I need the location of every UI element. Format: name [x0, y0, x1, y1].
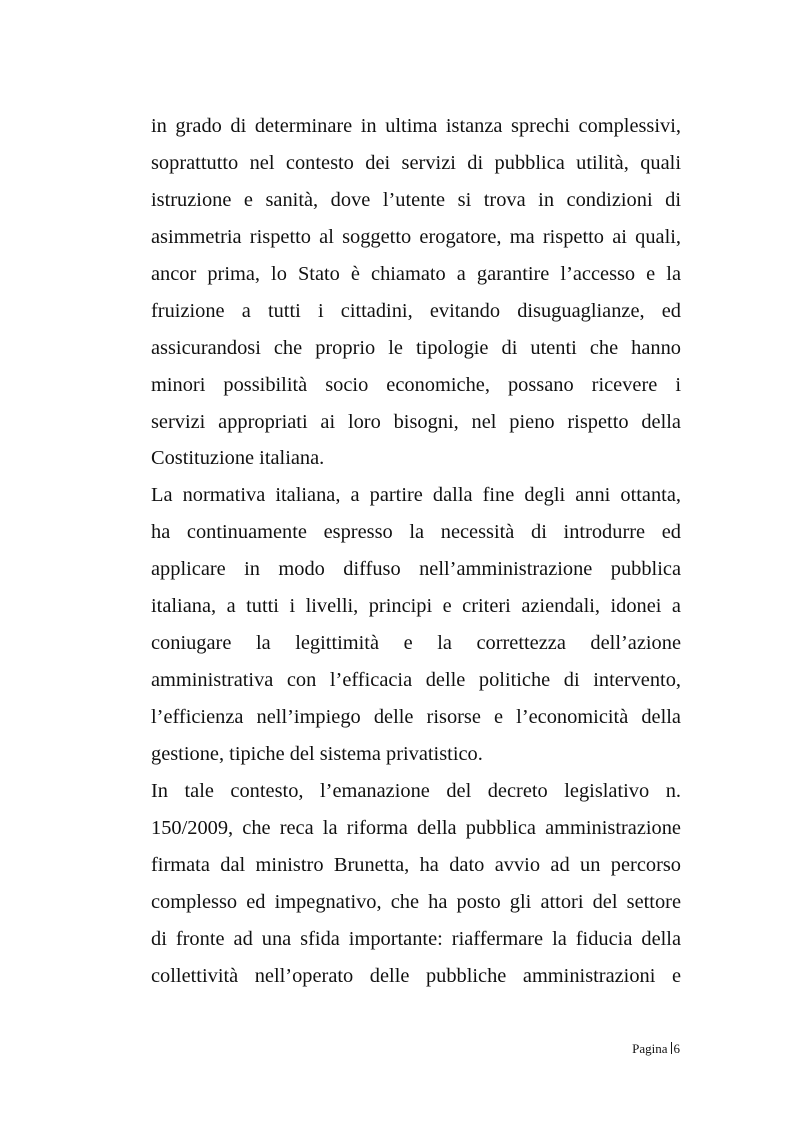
text-line: amministrativa con l’efficacia delle politiche di intervento, — [151, 669, 681, 692]
text-line: 150/2009, che reca la riforma della pubblica amministrazione — [151, 816, 681, 839]
text-line: firmata dal ministro Brunetta, ha dato avvio ad un percorso — [151, 853, 681, 876]
text-line: complesso ed impegnativo, che ha posto gli attori del settore — [151, 890, 681, 913]
paragraph-end-line: gestione, tipiche del sistema privatistico. — [151, 742, 483, 765]
text-line: La normativa italiana, a partire dalla fine degli anni ottanta, — [151, 484, 681, 507]
text-line: servizi appropriati ai loro bisogni, nel pieno rispetto della — [151, 410, 681, 433]
text-line: italiana, a tutti i livelli, principi e criteri aziendali, idonei a — [151, 595, 681, 618]
text-line: collettività nell’operato delle pubbliche amministrazioni e — [151, 964, 681, 987]
text-line: soprattutto nel contesto dei servizi di pubblica utilità, quali — [151, 151, 681, 174]
text-line: di fronte ad una sfida importante: riaffermare la fiducia della — [151, 927, 681, 950]
page-footer — [632, 1041, 680, 1057]
text-line: fruizione a tutti i cittadini, evitando disuguaglianze, ed — [151, 299, 681, 322]
paragraph-end-line: Costituzione italiana. — [151, 447, 325, 470]
body-text — [151, 108, 681, 995]
text-line: l’efficienza nell’impiego delle risorse e l’economicità della — [151, 706, 681, 728]
text-line: minori possibilità socio economiche, possano ricevere i — [151, 373, 681, 396]
text-line: in grado di determinare in ultima istanza sprechi complessivi, — [151, 115, 681, 137]
page-number: 6 — [673, 1041, 680, 1056]
page-label: Pagina — [632, 1041, 668, 1056]
text-line: ancor prima, lo Stato è chiamato a garantire l’accesso e la — [151, 262, 681, 285]
text-line: In tale contesto, l’emanazione del decreto legislativo n. — [151, 779, 681, 802]
text-line: coniugare la legittimità e la correttezza dell’azione — [151, 632, 681, 655]
text-line: assicurandosi che proprio le tipologie di utenti che hanno — [151, 336, 681, 359]
text-line: applicare in modo diffuso nell’amministrazione pubblica — [151, 558, 681, 581]
text-line: istruzione e sanità, dove l’utente si trova in condizioni di — [151, 188, 681, 211]
text-line: asimmetria rispetto al soggetto erogatore, ma rispetto ai quali, — [151, 225, 681, 248]
text-line: ha continuamente espresso la necessità di introdurre ed — [151, 521, 681, 544]
page-separator — [671, 1042, 672, 1054]
